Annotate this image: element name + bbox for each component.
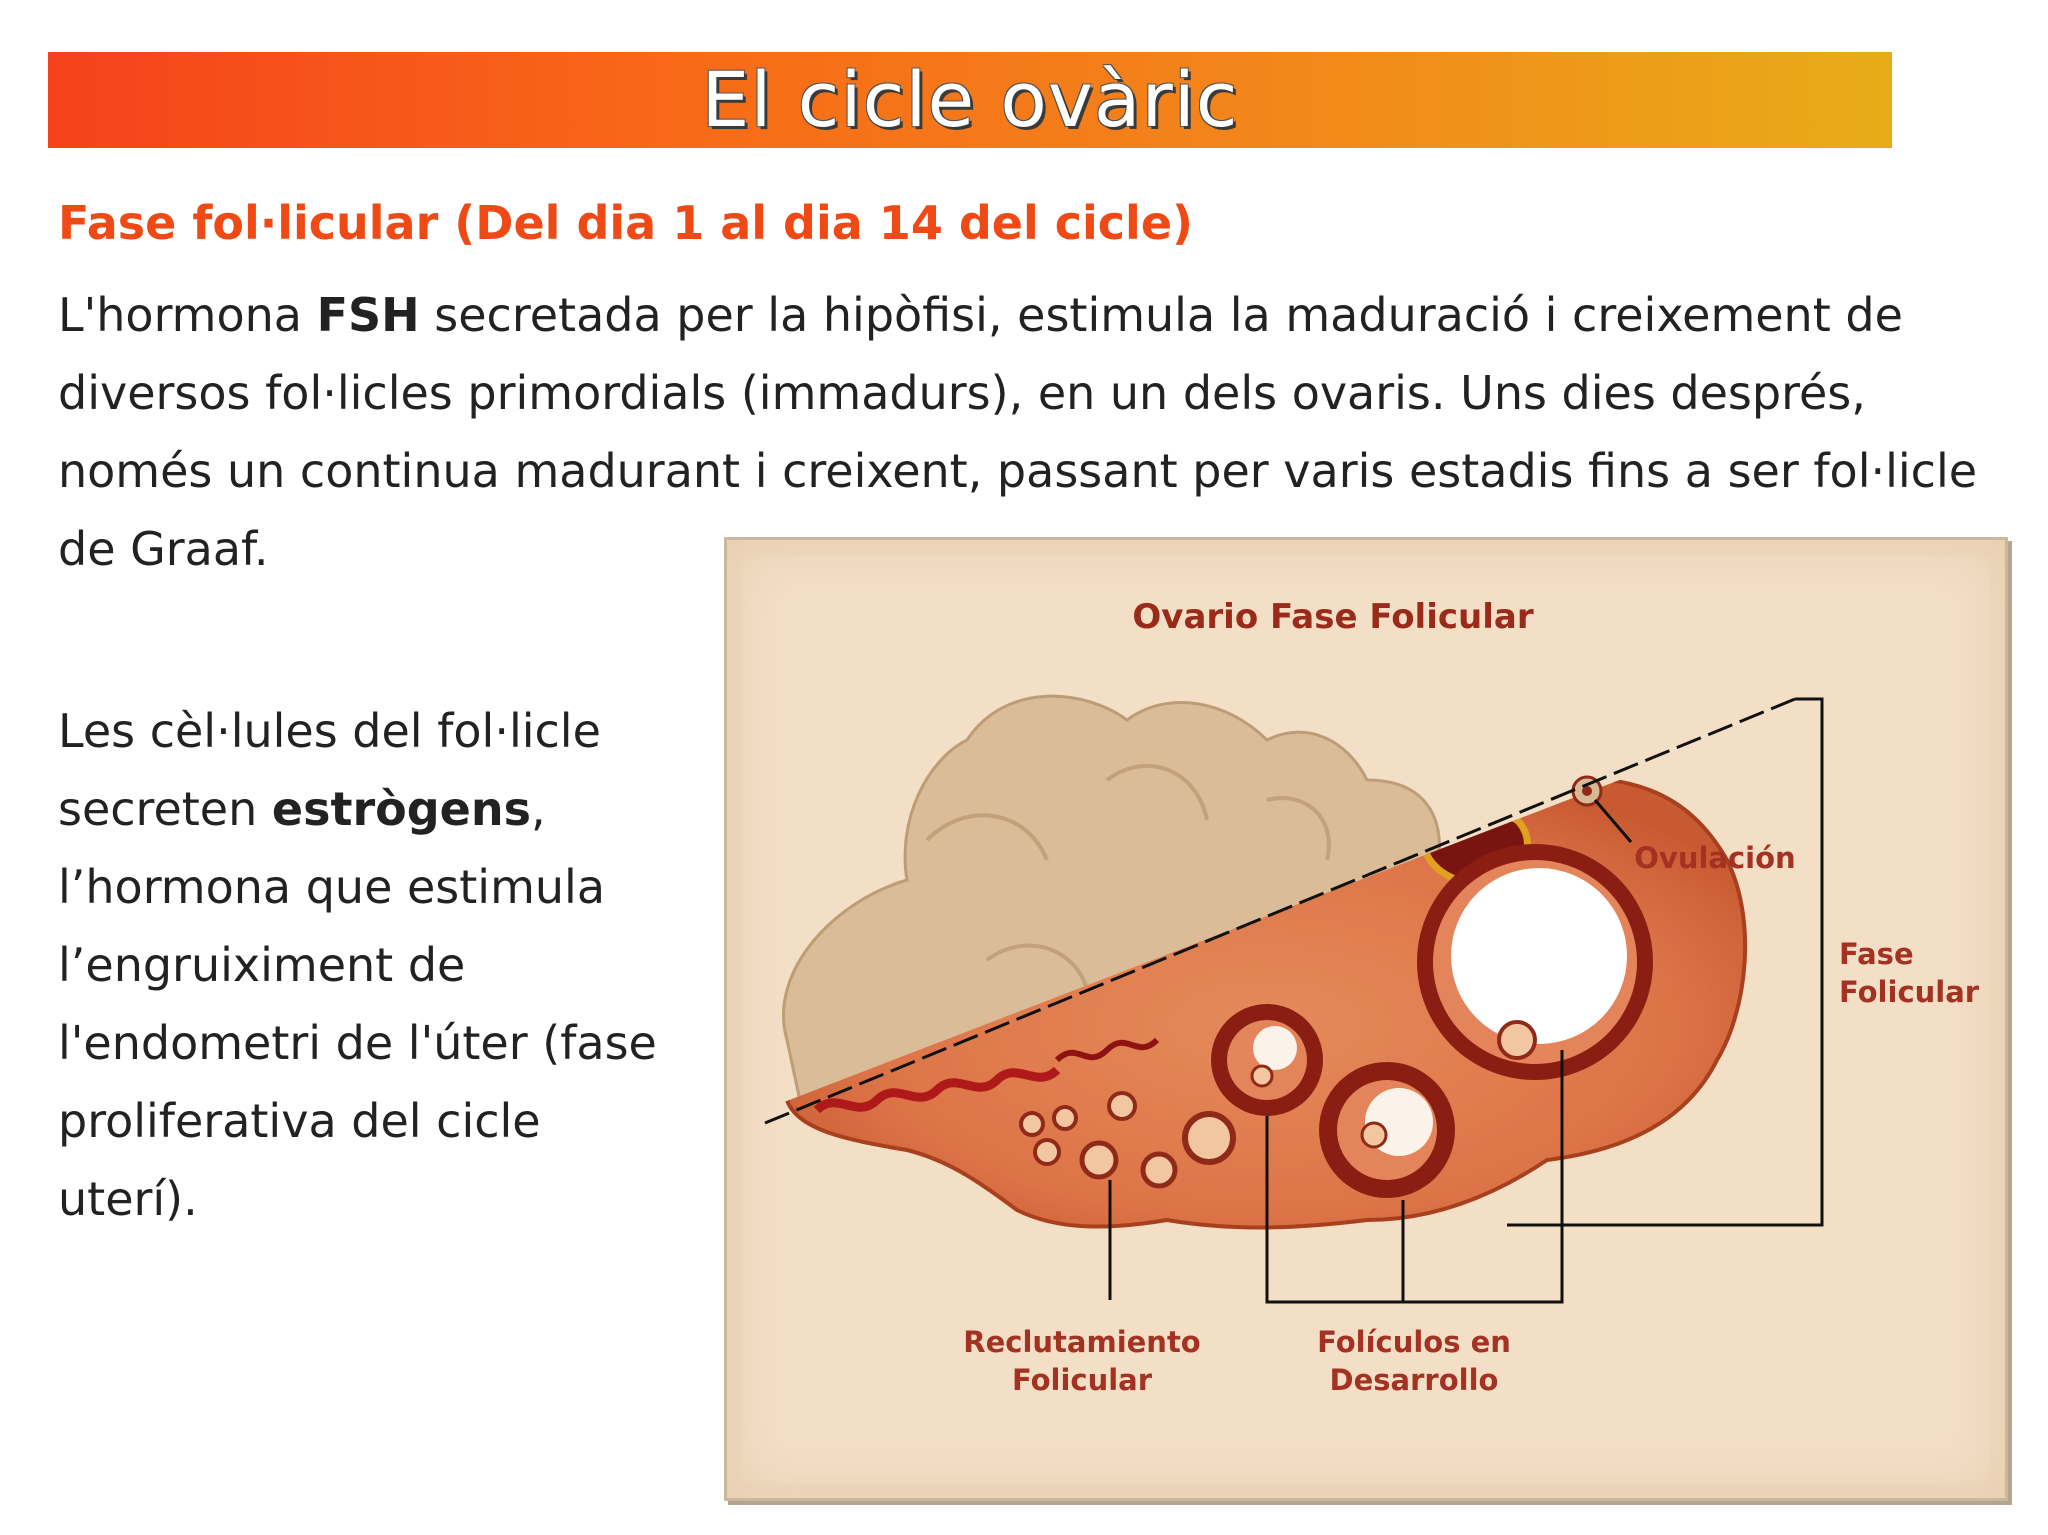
- title-bar: [48, 52, 1892, 148]
- paragraph-estrogens-line-7: uterí).: [58, 1172, 198, 1226]
- figure-title: Ovario Fase Folicular: [1132, 597, 1534, 637]
- paragraph-fsh-line-4: de Graaf.: [58, 522, 269, 576]
- label-ovulation: Ovulación: [1634, 841, 1796, 875]
- label-recruitment-line-1: Reclutamiento: [963, 1325, 1201, 1359]
- label-developing-line-2: Desarrollo: [1329, 1363, 1499, 1397]
- ovary-diagram: [724, 537, 2008, 1501]
- text-run: secretada per la hipòfisi, estimula la maduració i creixement de: [419, 288, 1903, 342]
- paragraph-fsh-line-2: diversos fol·licles primordials (immadurs), en un dels ovaris. Uns dies després,: [58, 366, 1866, 420]
- slide-title: El cicle ovàric: [701, 55, 1239, 144]
- paragraph-fsh-line-1: [58, 276, 2008, 354]
- section-heading: Fase fol·licular (Del dia 1 al dia 14 del cicle): [58, 196, 1194, 250]
- label-phase-line-2: Folicular: [1839, 975, 1980, 1009]
- paragraph-estrogens-line-1: Les cèl·lules del fol·licle: [58, 704, 601, 758]
- paragraph-fsh-line-3: només un continua madurant i creixent, passant per varis estadis fins a ser fol·licle: [58, 444, 1978, 498]
- paragraph-estrogens-line-6: proliferativa del cicle: [58, 1094, 541, 1148]
- text-run: ,: [530, 782, 546, 836]
- ovary-illustration: [727, 540, 2005, 1498]
- paragraph-estrogens-line-3: l’hormona que estimula: [58, 860, 606, 914]
- label-phase-line-1: Fase: [1839, 937, 1914, 971]
- paragraph-estrogens-line-5: l'endometri de l'úter (fase: [58, 1016, 657, 1070]
- bold-term-fsh: FSH: [316, 288, 420, 342]
- label-developing-line-1: Folículos en: [1317, 1325, 1511, 1359]
- label-recruitment-line-2: Folicular: [1011, 1363, 1153, 1397]
- paragraph-estrogens-line-2: [58, 770, 698, 848]
- bold-term-estrogens: estrògens: [271, 782, 531, 836]
- text-run: secreten: [58, 782, 272, 836]
- paragraph-estrogens: [58, 692, 698, 1238]
- paragraph-estrogens-line-4: l’engruiximent de: [58, 938, 466, 992]
- text-run: L'hormona: [58, 288, 317, 342]
